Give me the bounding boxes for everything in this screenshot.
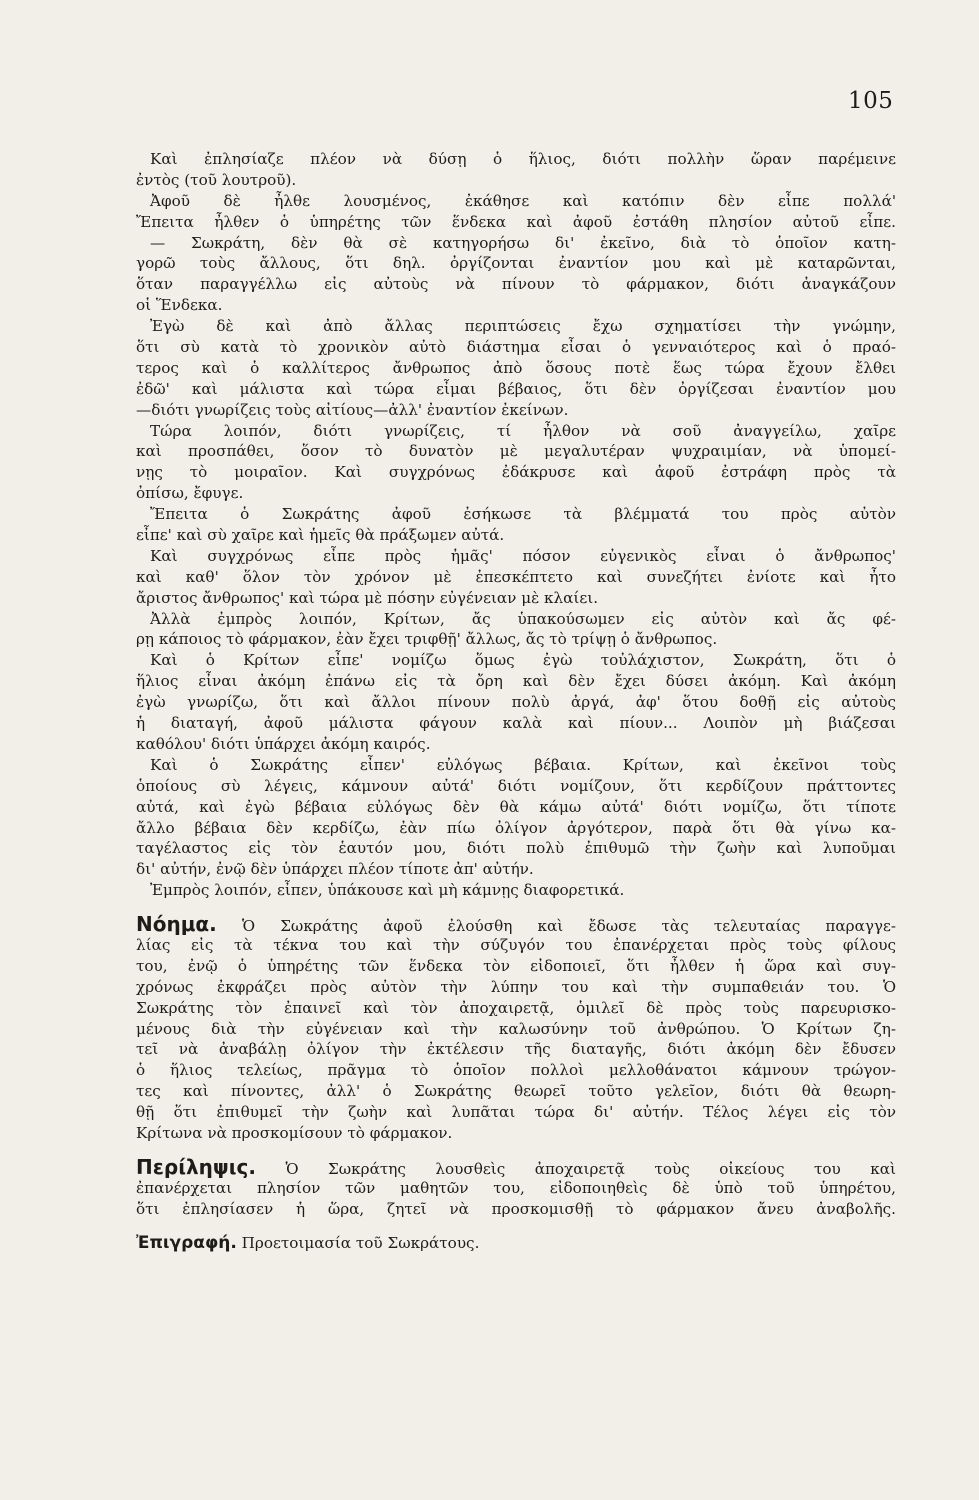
text-line: Ἐμπρὸς λοιπόν, εἶπεν, ὑπάκουσε καὶ μὴ κάμνῃς διαφορετικά.	[150, 881, 625, 900]
text-line: ἄριστος ἄνθρωπος' καὶ τώρα μὲ πόσην εὐγένειαν μὲ κλαίει.	[136, 588, 599, 607]
text-line: Καὶ συγχρόνως εἶπε πρὸς ἡμᾶς' πόσον εὐγενικὸς εἶναι ὁ ἄνθρωπος'	[150, 546, 896, 565]
text-block	[136, 149, 896, 1253]
text-line: ὅταν παραγγέλλω εἰς αὐτοὺς νὰ πίνουν τὸ φάρμακον, διότι ἀναγκάζουν	[136, 275, 896, 294]
text-line: Καὶ ὁ Κρίτων εἶπε' νομίζω ὅμως ἐγὼ τοὐλάχιστον, Σωκράτη, ὅτι ὁ	[150, 651, 896, 670]
noima-label: Νόημα.	[136, 914, 217, 935]
text-line: ἐδῶ' καὶ μάλιστα καὶ τώρα εἶμαι βέβαιος, ὅτι δὲν ὀργίζεσαι ἐναντίον μου	[136, 379, 896, 398]
epigrafi-line	[136, 1233, 896, 1254]
text-line: Ἀλλὰ ἐμπρὸς λοιπόν, Κρίτων, ἄς ὑπακούσωμεν εἰς αὐτὸν καὶ ἄς φέ-	[150, 609, 896, 628]
text-line: ὅτι ἐπλησίασεν ἡ ὥρα, ζητεῖ νὰ προσκομισθῇ τὸ φάρμακον ἄνευ ἀναβολῆς.	[136, 1199, 896, 1218]
text-line: οἱ Ἕνδεκα.	[136, 296, 223, 315]
text-line: καθόλου' διότι ὑπάρχει ἀκόμη καιρός.	[136, 734, 431, 753]
page-number: 105	[848, 88, 894, 114]
text-line: χρόνως ἐκφράζει πρὸς αὐτὸν τὴν λύπην του καὶ τὴν συμπαθειάν του. Ὁ	[136, 977, 896, 996]
text-line: ὁ ἥλιος τελείως, πρᾶγμα τὸ ὁποῖον πολλοὶ μελλοθάνατοι κάμνουν τρώγον-	[136, 1061, 896, 1080]
text-line: ἡ διαταγή, ἀφοῦ μάλιστα φάγουν καλὰ καὶ πίουν... Λοιπὸν μὴ βιάζεσαι	[136, 714, 896, 733]
text-line: δι' αὐτήν, ἐνῷ δὲν ὑπάρχει πλέον τίποτε ἀπ' αὐτήν.	[136, 860, 534, 879]
text-line: καὶ καθ' ὅλον τὸν χρόνον μὲ ἐπεσκέπτετο καὶ συνεζήτει ἐνίοτε καὶ ἦτο	[136, 567, 896, 586]
text-line: ὁποίους σὺ λέγεις, κάμνουν αὐτά' διότι νομίζουν, ὅτι κερδίζουν πράττοντες	[136, 776, 896, 795]
text-line: ἄλλο βέβαια δὲν κερδίζω, ἐὰν πίω ὀλίγον ἀργότερον, παρὰ ὅτι θὰ γίνω κα-	[136, 818, 896, 837]
text-line: —διότι γνωρίζεις τοὺς αἰτίους—ἀλλ' ἐναντίον ἐκείνων.	[136, 400, 569, 419]
text-line: Καὶ ὁ Σωκράτης εἶπεν' εὐλόγως βέβαια. Κρίτων, καὶ ἐκεῖνοι τοὺς	[150, 755, 896, 774]
text-line: Ὁ Σωκράτης ἀφοῦ ἐλούσθη καὶ ἔδωσε τὰς τελευταίας παραγγε-	[241, 917, 896, 935]
text-line: ὀπίσω, ἔφυγε.	[136, 484, 244, 503]
text-line: αὐτά, καὶ ἐγὼ βέβαια εὐλόγως δὲν θὰ κάμω αὐτά' διότι νομίζω, ὅτι τίποτε	[136, 797, 896, 816]
text-line: ρῃ κάποιος τὸ φάρμακον, ἐὰν ἔχει τριφθῇ' ἄλλως, ἄς τὸ τρίψῃ ὁ ἄνθρωπος.	[136, 630, 718, 649]
text-line: τερος καὶ ὁ καλλίτερος ἄνθρωπος ἀπὸ ὅσους ποτὲ ἕως τώρα ἔχουν ἔλθει	[136, 358, 896, 377]
text-line: τες καὶ πίνοντες, ἀλλ' ὁ Σωκράτης θεωρεῖ τοῦτο γελεῖον, διότι θὰ θεωρη-	[136, 1082, 896, 1101]
text-line: καὶ προσπάθει, ὅσον τὸ δυνατὸν μὲ μεγαλυτέραν ψυχραιμίαν, νὰ ὑπομεί-	[136, 442, 896, 461]
perilipsis-label: Περίληψις.	[136, 1156, 256, 1178]
text-line: γορῶ τοὺς ἄλλους, ὅτι δηλ. ὀργίζονται ἐναντίον μου καὶ μὲ καταρῶνται,	[136, 254, 896, 273]
text-line: Ἔπειτα ὁ Σωκράτης ἀφοῦ ἐσήκωσε τὰ βλέμματά του πρὸς αὐτὸν	[150, 505, 896, 524]
text-line: λίας εἰς τὰ τέκνα του καὶ τὴν σύζυγόν του ἐπανέρχεται πρὸς τοὺς φίλους	[136, 935, 896, 954]
text-line: ἐντὸς (τοῦ λουτροῦ).	[136, 170, 297, 189]
text-line: Τώρα λοιπόν, διότι γνωρίζεις, τί ἦλθον νὰ σοῦ ἀναγγείλω, χαῖρε	[150, 421, 896, 440]
text-line: μένους διὰ τὴν εὐγένειαν καὶ τὴν καλωσύνην τοῦ ἀνθρώπου. Ὁ Κρίτων ζη-	[136, 1019, 896, 1038]
section-gap	[136, 1144, 896, 1157]
text-line: Ὁ Σωκράτης λουσθεὶς ἀποχαιρετᾷ τοὺς οἰκείους του καὶ	[285, 1159, 896, 1178]
text-line: — Σωκράτη, δὲν θὰ σὲ κατηγορήσω δι' ἐκεῖνο, διὰ τὸ ὁποῖον κατη-	[150, 233, 896, 252]
text-line: εἶπε' καὶ σὺ χαῖρε καὶ ἡμεῖς θὰ πράξωμεν αὐτά.	[136, 526, 505, 545]
noima-first-line	[136, 914, 896, 935]
text-line: Σωκράτης τὸν ἐπαινεῖ καὶ τὸν ἀποχαιρετᾷ, ὁμιλεῖ δὲ πρὸς τοὺς παρευρισκο-	[136, 998, 896, 1017]
text-line: Ἐγὼ δὲ καὶ ἀπὸ ἄλλας περιπτώσεις ἔχω σχηματίσει τὴν γνώμην,	[150, 317, 896, 336]
text-line: Κρίτωνα νὰ προσκομίσουν τὸ φάρμακον.	[136, 1123, 453, 1142]
section-gap	[136, 901, 896, 914]
text-line: θῇ ὅτι ἐπιθυμεῖ τὴν ζωὴν καὶ λυπᾶται τώρα δι' αὐτήν. Τέλος λέγει εἰς τὸν	[136, 1103, 896, 1122]
text-line: Ἀφοῦ δὲ ἦλθε λουσμένος, ἐκάθησε καὶ κατόπιν δὲν εἶπε πολλά'	[150, 191, 896, 210]
section-gap	[136, 1220, 896, 1233]
epigrafi-text: Προετοιμασία τοῦ Σωκράτους.	[241, 1233, 480, 1252]
text-line: ὅτι σὺ κατὰ τὸ χρονικὸν αὐτὸ διάστημα εἶσαι ὁ γενναιότερος καὶ ὁ πραό-	[136, 338, 896, 357]
text-line: ταγέλαστος εἰς τὸν ἑαυτόν μου, διότι πολὺ ἐπιθυμῶ τὴν ζωὴν καὶ λυποῦμαι	[136, 839, 896, 858]
text-line: ἐγὼ γνωρίζω, ὅτι καὶ ἄλλοι πίνουν πολὺ ἀργά, ἀφ' ὅτου δοθῇ εἰς αὐτοὺς	[136, 693, 896, 712]
text-line: ἥλιος εἶναι ἀκόμη ἐπάνω εἰς τὰ ὄρη καὶ δὲν ἔχει δύσει ἀκόμη. Καὶ ἀκόμη	[136, 672, 896, 691]
text-line: Ἔπειτα ἦλθεν ὁ ὑπηρέτης τῶν ἕνδεκα καὶ ἀφοῦ ἐστάθη πλησίον αὐτοῦ εἶπε.	[136, 212, 896, 231]
perilipsis-first-line	[136, 1157, 896, 1178]
text-line: τεῖ νὰ ἀναβάλῃ ὀλίγον τὴν ἐκτέλεσιν τῆς διαταγῆς, διότι ἀκόμη δὲν ἔδυσεν	[136, 1040, 896, 1059]
epigrafi-label: Ἐπιγραφή.	[136, 1232, 237, 1253]
text-line: Καὶ ἐπλησίαζε πλέον νὰ δύσῃ ὁ ἥλιος, διότι πολλὴν ὥραν παρέμεινε	[150, 150, 896, 168]
text-line: του, ἐνῷ ὁ ὑπηρέτης τῶν ἕνδεκα τὸν εἰδοποιεῖ, ὅτι ἦλθεν ἡ ὥρα καὶ συγ-	[136, 956, 896, 975]
text-line: νῃς τὸ μοιραῖον. Καὶ συγχρόνως ἐδάκρυσε καὶ ἀφοῦ ἐστράφη πρὸς τὰ	[136, 463, 896, 482]
text-line: ἐπανέρχεται πλησίον τῶν μαθητῶν του, εἰδοποιηθεὶς δὲ ὑπὸ τοῦ ὑπηρέτου,	[136, 1178, 896, 1197]
